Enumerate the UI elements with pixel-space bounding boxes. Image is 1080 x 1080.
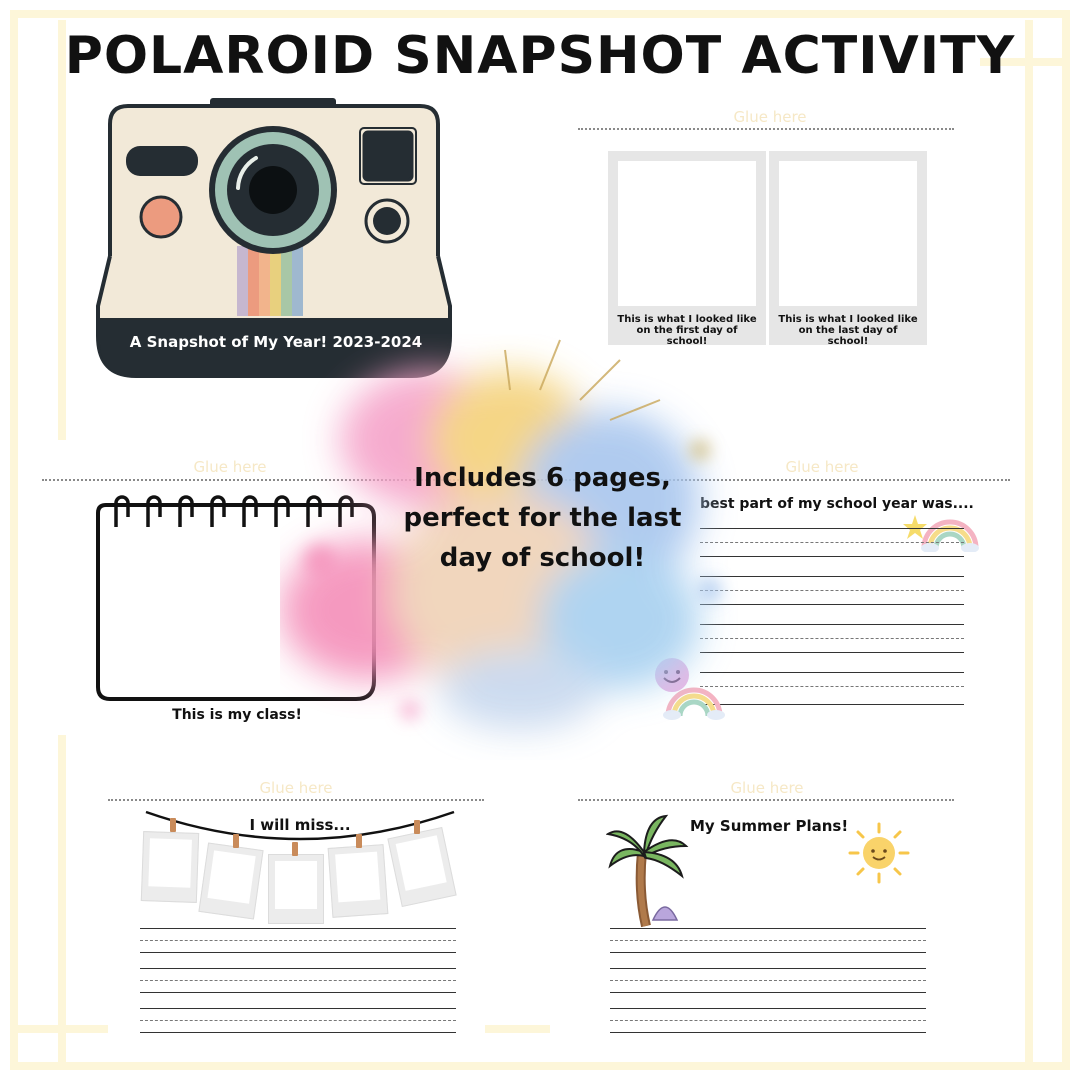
glue-label-5: Glue here xyxy=(730,779,804,797)
sun-icon xyxy=(848,822,910,884)
glue-line-4 xyxy=(578,799,954,801)
clothespin-4 xyxy=(356,834,362,848)
frame-right xyxy=(1062,10,1070,1070)
frame-bottom xyxy=(10,1062,1070,1070)
frame-left xyxy=(10,10,18,1070)
hanging-photo-4 xyxy=(328,844,389,918)
frame-inner-left-lower xyxy=(58,735,66,1065)
clothespin-5 xyxy=(414,820,420,834)
glue-line-1 xyxy=(578,128,954,130)
summer-plans-writing-lines[interactable] xyxy=(610,928,926,1034)
polaroid-first-day[interactable] xyxy=(608,151,766,345)
frame-top xyxy=(10,10,1070,18)
hanging-photo-3 xyxy=(268,854,324,924)
page-title: POLAROID SNAPSHOT ACTIVITY xyxy=(64,26,1016,86)
shell-icon xyxy=(650,898,680,924)
glue-label-2: Glue here xyxy=(193,458,267,476)
polaroid-last-day-caption: This is what I looked like on the last day of school! xyxy=(778,314,918,347)
glue-line-3 xyxy=(108,799,484,801)
will-miss-label: I will miss... xyxy=(249,816,351,834)
glue-label-3: Glue here xyxy=(785,458,859,476)
polaroid-last-day[interactable] xyxy=(769,151,927,345)
glue-label-1: Glue here xyxy=(733,108,807,126)
glue-label-4: Glue here xyxy=(259,779,333,797)
clothespin-3 xyxy=(292,842,298,856)
clothespin-2 xyxy=(233,834,239,848)
frame-bottom-tab-left xyxy=(18,1025,108,1033)
best-part-prompt: best part of my school year was.... xyxy=(700,496,974,512)
summer-plans-label: My Summer Plans! xyxy=(690,817,849,835)
frame-bottom-tab-mid xyxy=(485,1025,550,1033)
frame-inner-right xyxy=(1025,20,1033,1065)
camera-banner: A Snapshot of My Year! 2023-2024 xyxy=(129,333,423,351)
will-miss-writing-lines[interactable] xyxy=(140,928,456,1034)
notebook-caption: This is my class! xyxy=(172,707,302,723)
promo-overlay-text: Includes 6 pages, perfect for the last day of school! xyxy=(403,463,682,573)
clothespin-1 xyxy=(170,818,176,832)
hanging-photo-1 xyxy=(141,831,199,903)
polaroid-first-day-caption: This is what I looked like on the first day of school! xyxy=(617,314,757,347)
hanging-photo-2 xyxy=(198,842,263,919)
